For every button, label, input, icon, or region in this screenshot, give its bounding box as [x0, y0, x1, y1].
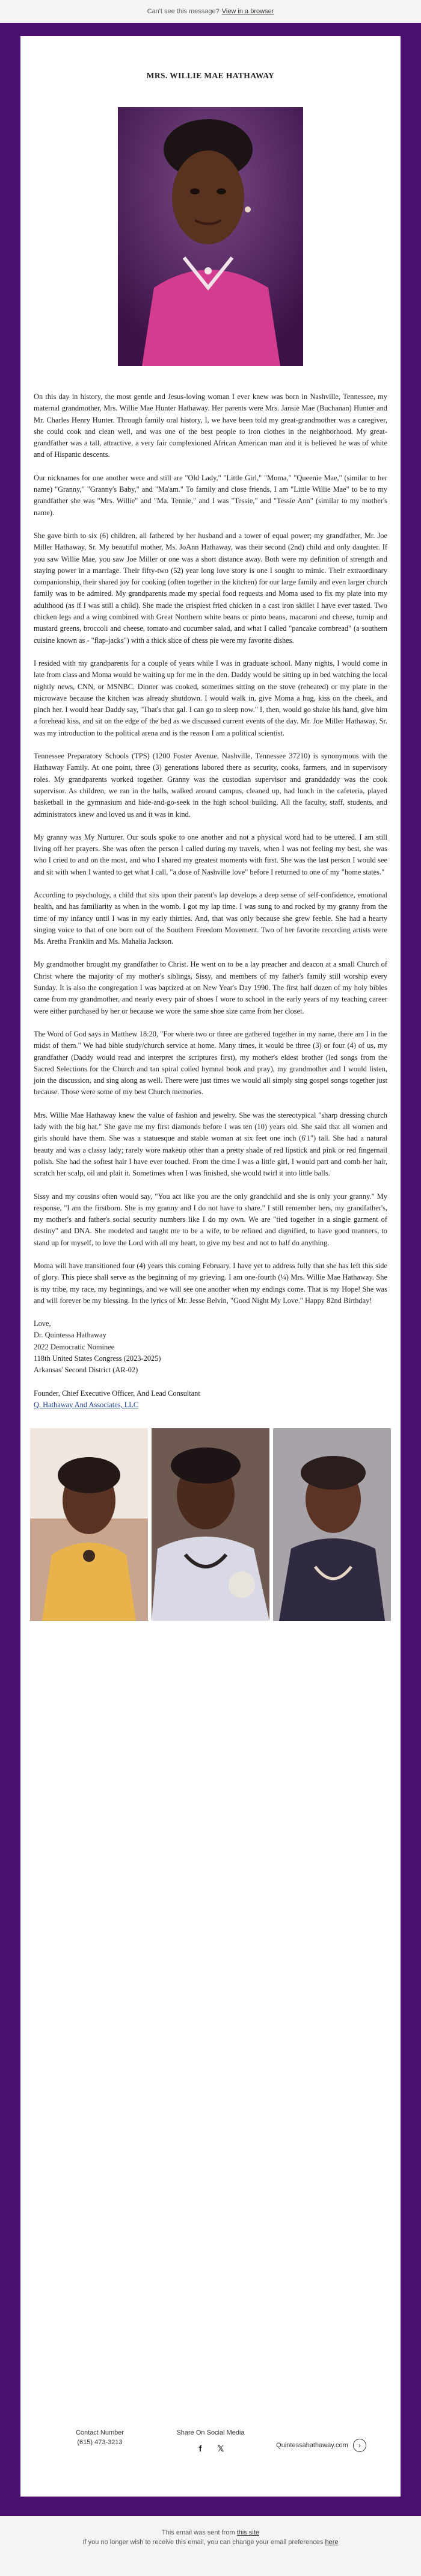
view-in-browser-link[interactable]: View in a browser	[221, 8, 274, 15]
email-footer	[20, 2406, 401, 2497]
website-link-row	[267, 2439, 375, 2452]
signature-block	[20, 1318, 401, 1411]
paragraph: I resided with my grandparents for a couple of years while I was in graduate school. Many nights, I would come in late from class and Moma would be waiting up for me in the den. Daddy would be sitting up in bed watching the local nightly news, CNN, or MSNBC. Dinner was cooked, sometimes sitting on the stove (reheated) or my plate in the microwave because the kitchen was already shutdown. I would walk in, give Moma a hug, kiss on the cheek, and pinch her. I would hear Daddy say, "That's that gal. I can go to sleep now." I, then, would go shake his hand, give him a forehead kiss, and sit on the edge of the bed as we discussed current events of the day. Mr. Joe Miller Hathaway, Sr. was my introduction to the political arena and is the reason I am a political scientist.	[34, 658, 387, 737]
sent-from-text: This email was sent from	[161, 2529, 235, 2536]
paragraph: The Word of God says in Matthew 18:20, "For where two or three are gathered together in my name, there am I in the midst of them." We had bible study/church service at home. Many times, it would be three (3) or four (4) of us, my grandfather (Daddy would read and interpret the scriptures first), my mother's eldest brother (led songs from the Sacred Selections for the Church and tan spiral coiled hymnal book and pray), my grandmother and I would listen, join the discussion, and sing along as well. There were just times we would all simply sing gospel songs together just because. Those were some of my best Church memories.	[34, 1029, 387, 1097]
paragraph: My granny was My Nurturer. Our souls spoke to one another and not a physical word had to be uttered. I am still living off her prayers. She was often the person I called during my travels, when I was not feeling my best, she was who I cried to and on the most, and who I shared my greatest moments with first. She was the last person I would see and sit with when I wanted to get what I call, "a dose of Nashville love" before I returned to one of my "home states."	[34, 832, 387, 876]
gallery-photo	[273, 1428, 391, 1621]
preheader-bar	[0, 0, 421, 23]
contact-column	[46, 2429, 154, 2448]
gallery-photo	[30, 1428, 148, 1621]
website-link[interactable]: Quintessahathaway.com	[276, 2442, 348, 2449]
paragraph: She gave birth to six (6) children, all fathered by her husband and a tower of equal power; my grandfather, Mr. Joe Miller Hathaway, Sr. My beautiful mother, Ms. JoAnn Hathaway, was their second (2nd) child and only daughter. If you saw Willie Mae, you saw Joe Miller or one was a short distance away. Both were my definition of strength and staying power in a marriage. Their fifty-two (52) year long love story is one I sought to mimic. Their extraordinary companionship, their shared joy for cooking (often together in the kitchen) for our large family and even larger church family was to be admired. My grandparents made my special food requests and Moma used to fix my plate into my adulthood (as if I was still a child). She made the crispiest fried chicken in a cast iron skillet I have ever tasted. Two chicken legs and a wing combined with Great Northern white beans or pinto beans, macaroni and cheese, turnip and mustard greens, broccoli and cheese, tomato and cucumber salad, and what I called "pancake cornbread" (a southern cuisine known as - "flap-jacks") with a thick slice of chess pie were my favorite dishes.	[34, 531, 387, 645]
paragraph: Our nicknames for one another were and still are "Old Lady," "Little Girl," "Moma," "Queenie Mae," (similar to her name) "Granny," "Granny's Baby," and "Ma'am." To family and close friends, I am "Little Willie Mae" to be to my grandfather she was "Mrs. Willie" and "Ma. Tennie," and I was "Tessie," and "Tessie Ann" (similar to my mother's name).	[34, 473, 387, 517]
paragraph: My grandmother brought my grandfather to Christ. He went on to be a lay preacher and deacon at a small Church of Christ where the majority of my mother's siblings, Sissy, and members of my father's family still worship every Sunday. It is also the congregation I was baptized at on New Year's Day 1990. The first half dozen of my holy bibles came from my grandmother, and nearly every pair of shoes I wore to school in the early years of my teaching career were either purchased by her or because we wore the same shoe size came from her closet.	[34, 960, 387, 1015]
gallery-photo	[152, 1428, 269, 1621]
social-icons	[156, 2442, 265, 2454]
paragraph: Moma will have transitioned four (4) years this coming February. I have yet to address fully that she has left this side of glory. This piece shall serve as the beginning of my grieving. I am one-fourth (¼) Mrs. Willie Mae Hathaway. She is my tribe, my race, my beginnings, and we will see one another when my endings come. That is my Hope! She was and will forever be my blessing. In the lyrics of Mr. Jesse Belvin, "Good Night My Love." Happy 82nd Birthday!	[34, 1262, 387, 1305]
signature-closing: Love,	[34, 1319, 51, 1328]
x-twitter-icon[interactable]: 𝕏	[217, 2443, 224, 2453]
signature-name: Dr. Quintessa Hathaway	[34, 1331, 106, 1340]
signature-line: 118th United States Congress (2023-2025)	[34, 1354, 161, 1363]
paragraph: Sissy and my cousins often would say, "You act like you are the only grandchild and she is only your granny." My response, "I am the firstborn. She is my granny and I do not have to share." I still remember hers, my grandfather's, my mother's and father's social security numbers like I do my own. We are "tied together in a single garment of destiny" and DNA. She modeled and taught me to be a wife, to be refined and dignified, to have good manners, to stand up for myself, to love the Lord with all my heart, to give my best and not to half do anything.	[34, 1192, 387, 1247]
paragraph: Tennessee Preparatory Schools (TPS) (1200 Foster Avenue, Nashville, Tennessee 37210) is synonymous with the Hathaway Family. At one point, three (3) generations labored there as security, cooks, farmers, and in supervisory roles. My grandparents worked together. Granny was the custodian supervisor and granddaddy was the cook supervisor. As children, we ran in the halls, walked around campus, cleaned up, had lunch in the cafeteria, played basketball in the gymnasium and hide-and-go-seek in the high school building. All the faculty, staff, students, and administrators knew and loved us and it was in kind.	[34, 752, 387, 819]
website-column	[267, 2429, 375, 2454]
contact-phone[interactable]: (615) 473-3213	[77, 2439, 123, 2446]
signature-line: 2022 Democratic Nominee	[34, 1342, 115, 1351]
facebook-icon[interactable]: f	[198, 2444, 202, 2453]
photo-gallery	[20, 1422, 401, 1621]
email-frame	[0, 23, 421, 2516]
unsubscribe-text: If you no longer wish to receive this email, you can change your email preferences	[82, 2539, 324, 2546]
paragraph: Mrs. Willie Mae Hathaway knew the value of fashion and jewelry. She was the stereotypical "sharp dressing church lady with the big hat." She gave me my first diamonds before I was ten (10) years old. She said that all women and girls should have them. She was a statuesque and stable woman at six feet one inch (6'1") tall. She had a natural beauty and was a classy lady; rarely wore makeup other than a pretty shade of red lipstick and pink or red fingernail polish. She had the softest hair I have ever touched. From the time I was a little girl, I would part and comb her hair, scratch her scalp, oil and plait it. Sometimes when I was finished, she would twirl it into little balls.	[34, 1110, 387, 1178]
bottom-notice	[0, 2521, 421, 2576]
company-link[interactable]: Q. Hathaway And Associates, LLC	[34, 1400, 139, 1409]
arrow-right-icon[interactable]: ›	[353, 2439, 366, 2452]
social-column	[156, 2429, 265, 2457]
paragraph: On this day in history, the most gentle and Jesus-loving woman I ever knew was born in Nashville, Tennessee, my maternal grandmother, Mrs. Willie Mae Hunter Hathaway. Her parents were Mrs. Jansie Mae (Buchanan) Hunter and Mr. Charles Henry Hunter. Through family oral history, I, we have been told my great-grandmother was a caregiver, she could cook and clean well, and was one of the best people to iron clothes in the neighborhood. My great-grandfather was a tall, attractive, a very fair complexioned African American man and it is believed he was of white and of Hispanic descents.	[34, 392, 387, 459]
email-card	[20, 36, 401, 2497]
preheader-text: Can't see this message?	[147, 8, 220, 15]
social-label: Share On Social Media	[176, 2429, 245, 2436]
sent-from-link[interactable]: this site	[236, 2529, 259, 2536]
signature-role: Founder, Chief Executive Officer, And Lead Consultant	[34, 1389, 200, 1398]
signature-line: Arkansas' Second District (AR-02)	[34, 1366, 138, 1375]
letter-body	[20, 366, 401, 1307]
portrait-photo	[118, 107, 303, 366]
paragraph: According to psychology, a child that sits upon their parent's lap develops a deep sense of self-confidence, emotional health, and has familiarity as when in the womb. I got my lap time. I was sung to and rocked by my granny from the time of my infancy until I was in my early thirties. And, that was only because she grew feeble. She had a hearty singing voice to that of one born out of the Southern Freedom Movement. Two of her favorite recording artists were Ms. Aretha Franklin and Ms. Mahalia Jackson.	[34, 890, 387, 946]
preferences-link[interactable]: here	[325, 2539, 339, 2546]
page-title: MRS. WILLIE MAE HATHAWAY	[146, 71, 275, 80]
contact-label: Contact Number	[75, 2429, 124, 2436]
